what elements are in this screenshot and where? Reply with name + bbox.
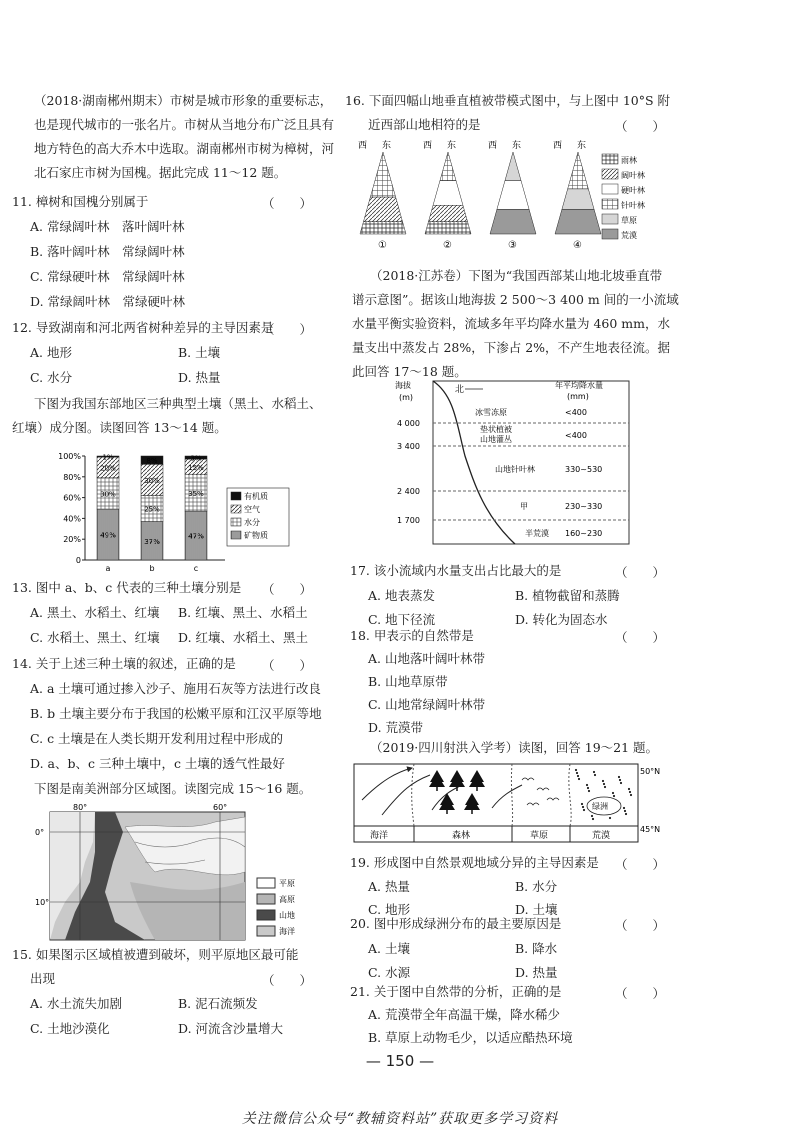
legend-label: 草原 bbox=[621, 216, 637, 225]
legend-swatch bbox=[231, 518, 241, 526]
q18-option-d: D. 荒漠带 bbox=[368, 720, 424, 735]
y-tick-label: 100% bbox=[58, 452, 81, 461]
veg-direction-label: 西 bbox=[423, 141, 433, 151]
q14-option-c: C. c 土壤是在人类长期开发利用过程中形成的 bbox=[30, 731, 284, 746]
lat-label: 10° bbox=[35, 898, 50, 907]
answer-paren: （ ） bbox=[262, 322, 313, 337]
q12-option-c: C. 水分 bbox=[30, 370, 73, 385]
lat-label: 0° bbox=[35, 828, 45, 837]
zone-label: 荒漠 bbox=[592, 831, 611, 841]
legend-swatch bbox=[602, 214, 618, 224]
legend-label: 山地 bbox=[279, 911, 295, 920]
sand-dot bbox=[620, 782, 622, 784]
q17-stem: 17. 该小流域内水量支出占比最大的是 bbox=[350, 563, 562, 578]
oasis-label: 绿洲 bbox=[592, 802, 608, 811]
zone-label: 冰雪冻原 bbox=[475, 408, 507, 417]
q18-option-c: C. 山地常绿阔叶林带 bbox=[368, 697, 486, 712]
q17-option-c: C. 地下径流 bbox=[368, 612, 436, 627]
q21-stem: 21. 关于图中自然带的分析，正确的是 bbox=[350, 984, 562, 999]
option-label: ② bbox=[443, 240, 452, 250]
y-tick-label: 40% bbox=[63, 514, 81, 524]
answer-paren: （ ） bbox=[262, 658, 313, 673]
veg-zone bbox=[370, 152, 395, 197]
data-label: 3% bbox=[190, 454, 202, 463]
veg-direction-label: 东 bbox=[382, 141, 392, 151]
q19-option-a: A. 热量 bbox=[368, 879, 410, 894]
precip-header: 年平均降水量 bbox=[555, 381, 603, 390]
q13-option-c: C. 水稻土、黑土、红壤 bbox=[30, 630, 160, 645]
sand-dot bbox=[629, 791, 631, 793]
q16-stem: 近西部山地相符的是 bbox=[368, 117, 481, 132]
veg-zone bbox=[490, 209, 536, 234]
sand-dot bbox=[594, 774, 596, 776]
q21-option-b: B. 草原上动物毛少，以适应酷热环境 bbox=[368, 1030, 573, 1045]
intro-line: 下图为我国东部地区三种典型土壤（黑土、水稻土、 bbox=[34, 396, 322, 411]
page-number: — 150 — bbox=[365, 1052, 435, 1070]
legend-swatch bbox=[602, 169, 618, 179]
data-label: 30% bbox=[100, 490, 116, 499]
sand-dot bbox=[623, 807, 625, 809]
intro-line: （2018·江苏卷）下图为“我国西部某山地北坡垂直带 bbox=[370, 268, 663, 283]
q14-option-d: D. a、b、c 三种土壤中，c 土壤的透气性最好 bbox=[30, 756, 285, 771]
veg-direction-label: 东 bbox=[447, 141, 457, 151]
q20-option-d: D. 热量 bbox=[515, 965, 558, 980]
answer-paren: （ ） bbox=[615, 918, 666, 933]
intro-line: 红壤）成分图。读图回答 13～14 题。 bbox=[12, 420, 227, 435]
q12-option-b: B. 土壤 bbox=[178, 345, 221, 360]
y-label: (m) bbox=[399, 393, 414, 402]
sand-dot bbox=[576, 772, 578, 774]
sand-dot bbox=[618, 776, 620, 778]
sand-dot bbox=[577, 775, 579, 777]
q18-option-a: A. 山地落叶阔叶林带 bbox=[368, 651, 485, 666]
data-label: 20% bbox=[100, 464, 116, 473]
zone-label: 山地针叶林 bbox=[495, 465, 535, 474]
mountain-zonation-diagram bbox=[395, 376, 635, 548]
q14-stem: 14. 关于上述三种土壤的叙述，正确的是 bbox=[12, 656, 236, 671]
q11-stem: 11. 樟树和国槐分别属于 bbox=[12, 194, 149, 209]
zone-label: 甲 bbox=[520, 502, 528, 511]
data-label: 49% bbox=[100, 531, 116, 540]
legend-label: 海洋 bbox=[279, 927, 295, 936]
sand-dot bbox=[591, 815, 593, 817]
landscape-diagram bbox=[352, 760, 682, 846]
y-tick: 3 400 bbox=[397, 442, 420, 451]
zone-label: 草原 bbox=[530, 831, 549, 841]
zone-label: 垫状植被 bbox=[480, 425, 512, 434]
option-label: ③ bbox=[508, 240, 517, 250]
sand-dot bbox=[582, 806, 584, 808]
sand-dot bbox=[588, 790, 590, 792]
sand-dot bbox=[602, 780, 604, 782]
legend-swatch bbox=[602, 154, 618, 164]
data-label: 15% bbox=[188, 463, 204, 472]
data-label: 47% bbox=[188, 532, 204, 541]
footer-note: 关注微信公众号“教辅资料站”获取更多学习资料 bbox=[241, 1111, 559, 1127]
q17-option-a: A. 地表蒸发 bbox=[368, 588, 435, 603]
intro-line: 此回答 17～18 题。 bbox=[352, 364, 467, 379]
q12-stem: 12. 导致湖南和河北两省树种差异的主导因素是 bbox=[12, 320, 274, 335]
precip-value: 160~230 bbox=[565, 529, 603, 538]
zone-label: 半荒漠 bbox=[525, 529, 549, 538]
soil-composition-chart bbox=[55, 448, 300, 573]
sand-dot bbox=[593, 771, 595, 773]
intro-line: （2019·四川射洪入学考）读图，回答 19～21 题。 bbox=[370, 740, 659, 755]
q17-option-b: B. 植物截留和蒸腾 bbox=[515, 588, 620, 603]
q14-option-b: B. b 土壤主要分布于我国的松嫩平原和江汉平原等地 bbox=[30, 706, 322, 721]
veg-zone bbox=[433, 181, 463, 206]
veg-zone bbox=[360, 222, 406, 234]
sand-dot bbox=[625, 813, 627, 815]
category-label: b bbox=[149, 564, 155, 573]
intro-line: 量支出中蒸发占 28%，下渗占 2%，不产生地表径流。据 bbox=[352, 340, 671, 355]
veg-zone bbox=[497, 181, 529, 210]
lat-label: 50°N bbox=[640, 767, 661, 776]
y-tick-label: 60% bbox=[63, 493, 81, 503]
q13-stem: 13. 图中 a、b、c 代表的三种土壤分别是 bbox=[12, 580, 242, 595]
sand-dot bbox=[628, 788, 630, 790]
category-label: c bbox=[193, 564, 199, 573]
q11-option-b: B. 落叶阔叶林 常绿阔叶林 bbox=[30, 244, 185, 259]
sand-dot bbox=[619, 779, 621, 781]
precip-value: 330~530 bbox=[565, 465, 603, 474]
answer-paren: （ ） bbox=[615, 565, 666, 580]
veg-direction-label: 西 bbox=[488, 141, 498, 151]
lat-label: 45°N bbox=[640, 825, 661, 834]
veg-zone bbox=[562, 189, 594, 210]
veg-zone bbox=[555, 209, 601, 234]
q13-option-d: D. 红壤、水稻土、黑土 bbox=[178, 630, 309, 645]
q18-stem: 18. 甲表示的自然带是 bbox=[350, 628, 474, 643]
legend-label: 硬叶林 bbox=[621, 186, 645, 195]
legend-swatch bbox=[231, 492, 241, 500]
precip-value: <400 bbox=[565, 408, 587, 417]
legend-swatch bbox=[602, 229, 618, 239]
q11-option-c: C. 常绿硬叶林 常绿阔叶林 bbox=[30, 269, 185, 284]
sand-dot bbox=[592, 818, 594, 820]
sand-dot bbox=[624, 810, 626, 812]
veg-zone bbox=[428, 205, 467, 221]
legend-swatch bbox=[231, 505, 241, 513]
answer-paren: （ ） bbox=[262, 582, 313, 597]
intro-line: 北石家庄市树为国槐。据此完成 11～12 题。 bbox=[34, 165, 287, 180]
q20-stem: 20. 图中形成绿洲分布的最主要原因是 bbox=[350, 916, 562, 931]
veg-zone bbox=[440, 152, 456, 181]
option-label: ① bbox=[378, 240, 387, 250]
answer-paren: （ ） bbox=[262, 196, 313, 211]
intro-line: 也是现代城市的一张名片。市树从当地分布广泛且具有 bbox=[34, 117, 335, 132]
zone-label: 海洋 bbox=[370, 831, 389, 841]
veg-zone bbox=[505, 152, 521, 181]
answer-paren: （ ） bbox=[262, 973, 313, 988]
map-legend bbox=[257, 878, 295, 936]
veg-zone bbox=[425, 222, 471, 234]
legend-label: 空气 bbox=[244, 505, 260, 514]
data-label: 1% bbox=[102, 453, 114, 462]
zone-label: 森林 bbox=[452, 831, 471, 841]
answer-paren: （ ） bbox=[615, 986, 666, 1001]
sand-dot bbox=[581, 803, 583, 805]
answer-paren: （ ） bbox=[615, 119, 666, 134]
answer-paren: （ ） bbox=[615, 857, 666, 872]
lon-label: 80° bbox=[73, 803, 88, 812]
q11-option-d: D. 常绿阔叶林 常绿硬叶林 bbox=[30, 294, 186, 309]
sand-dot bbox=[613, 795, 615, 797]
y-tick: 4 000 bbox=[397, 419, 420, 428]
data-label: 25% bbox=[144, 505, 160, 514]
sand-dot bbox=[578, 778, 580, 780]
y-label: 海拔 bbox=[395, 381, 411, 390]
q13-option-b: B. 红壤、黑土、水稻土 bbox=[178, 605, 308, 620]
q12-option-a: A. 地形 bbox=[30, 345, 72, 360]
sand-dot bbox=[586, 784, 588, 786]
y-tick: 1 700 bbox=[397, 516, 420, 525]
q20-option-b: B. 降水 bbox=[515, 941, 558, 956]
data-label: 8% bbox=[146, 457, 158, 466]
sand-dot bbox=[630, 794, 632, 796]
legend-label: 荒漠 bbox=[621, 231, 637, 240]
q15-option-d: D. 河流含沙量增大 bbox=[178, 1021, 284, 1036]
q20-option-a: A. 土壤 bbox=[368, 941, 410, 956]
north-label: 北 bbox=[455, 385, 465, 395]
category-label: a bbox=[105, 564, 111, 573]
legend-swatch bbox=[602, 199, 618, 209]
data-label: 30% bbox=[144, 476, 160, 485]
q15-option-a: A. 水土流失加剧 bbox=[30, 996, 122, 1011]
q18-option-b: B. 山地草原带 bbox=[368, 674, 448, 689]
legend-label: 阔叶林 bbox=[621, 171, 645, 180]
data-label: 37% bbox=[144, 537, 160, 546]
sand-dot bbox=[612, 792, 614, 794]
zone-label: 山地灌丛 bbox=[480, 435, 512, 444]
q14-option-a: A. a 土壤可通过掺入沙子、施用石灰等方法进行改良 bbox=[30, 681, 321, 696]
y-tick-label: 0 bbox=[75, 556, 81, 565]
legend-swatch bbox=[231, 531, 241, 539]
intro-line: 谱示意图”。据该山地海拔 2 500～3 400 m 间的一小流域 bbox=[352, 292, 679, 307]
q15-stem: 15. 如果图示区域植被遭到破坏，则平原地区最可能 bbox=[12, 947, 299, 962]
option-label: ④ bbox=[573, 240, 582, 250]
vertical-vegetation-charts bbox=[340, 138, 670, 250]
legend-label: 有机质 bbox=[244, 492, 268, 501]
intro-line: 下图是南美洲部分区域图。读图完成 15～16 题。 bbox=[34, 781, 312, 796]
legend-label: 平原 bbox=[279, 879, 295, 888]
sand-dot bbox=[604, 786, 606, 788]
precip-value: 230~330 bbox=[565, 502, 603, 511]
sand-dot bbox=[583, 809, 585, 811]
legend-label: 针叶林 bbox=[621, 201, 645, 210]
veg-direction-label: 西 bbox=[553, 141, 563, 151]
intro-line: 水量平衡实验资料，流域多年平均降水量为 460 mm，水 bbox=[352, 316, 671, 331]
q19-stem: 19. 形成图中自然景观地域分异的主导因素是 bbox=[350, 855, 599, 870]
lon-label: 60° bbox=[213, 803, 228, 812]
q17-option-d: D. 转化为固态水 bbox=[515, 612, 608, 627]
precip-value: <400 bbox=[565, 431, 587, 440]
veg-zone bbox=[363, 197, 402, 222]
precip-header: (mm) bbox=[567, 392, 589, 401]
legend-label: 雨林 bbox=[621, 156, 637, 165]
veg-direction-label: 东 bbox=[577, 141, 587, 151]
sand-dot bbox=[575, 769, 577, 771]
q15-stem: 出现 bbox=[30, 971, 56, 986]
intro-line: （2018·湖南郴州期末）市树是城市形象的重要标志， bbox=[34, 93, 333, 108]
veg-zone bbox=[568, 152, 589, 189]
y-tick: 2 400 bbox=[397, 487, 420, 496]
q13-option-a: A. 黑土、水稻土、红壤 bbox=[30, 605, 160, 620]
legend-label: 高原 bbox=[279, 895, 295, 904]
sand-dot bbox=[603, 783, 605, 785]
data-label: 35% bbox=[188, 489, 204, 498]
veg-direction-label: 西 bbox=[358, 141, 368, 151]
q15-option-c: C. 土地沙漠化 bbox=[30, 1021, 110, 1036]
y-tick-label: 20% bbox=[63, 535, 81, 545]
q21-option-a: A. 荒漠带全年高温干燥，降水稀少 bbox=[368, 1007, 560, 1022]
veg-direction-label: 东 bbox=[512, 141, 522, 151]
y-tick-label: 80% bbox=[63, 472, 81, 482]
sand-dot bbox=[609, 817, 611, 819]
south-america-map bbox=[35, 802, 325, 942]
q11-option-a: A. 常绿阔叶林 落叶阔叶林 bbox=[30, 219, 185, 234]
legend-label: 矿物质 bbox=[244, 531, 268, 540]
q12-option-d: D. 热量 bbox=[178, 370, 221, 385]
answer-paren: （ ） bbox=[615, 630, 666, 645]
legend-swatch bbox=[602, 184, 618, 194]
q19-option-b: B. 水分 bbox=[515, 879, 558, 894]
q16-stem: 16. 下面四幅山地垂直植被带模式图中，与上图中 10°S 附 bbox=[345, 93, 671, 108]
q20-option-c: C. 水源 bbox=[368, 965, 411, 980]
intro-line: 地方特色的高大乔木中选取。湖南郴州市树为樟树，河 bbox=[34, 141, 335, 156]
q19-option-d: D. 土壤 bbox=[515, 902, 558, 917]
q19-option-c: C. 地形 bbox=[368, 902, 411, 917]
legend-label: 水分 bbox=[244, 518, 260, 527]
q15-option-b: B. 泥石流频发 bbox=[178, 996, 258, 1011]
sand-dot bbox=[587, 787, 589, 789]
